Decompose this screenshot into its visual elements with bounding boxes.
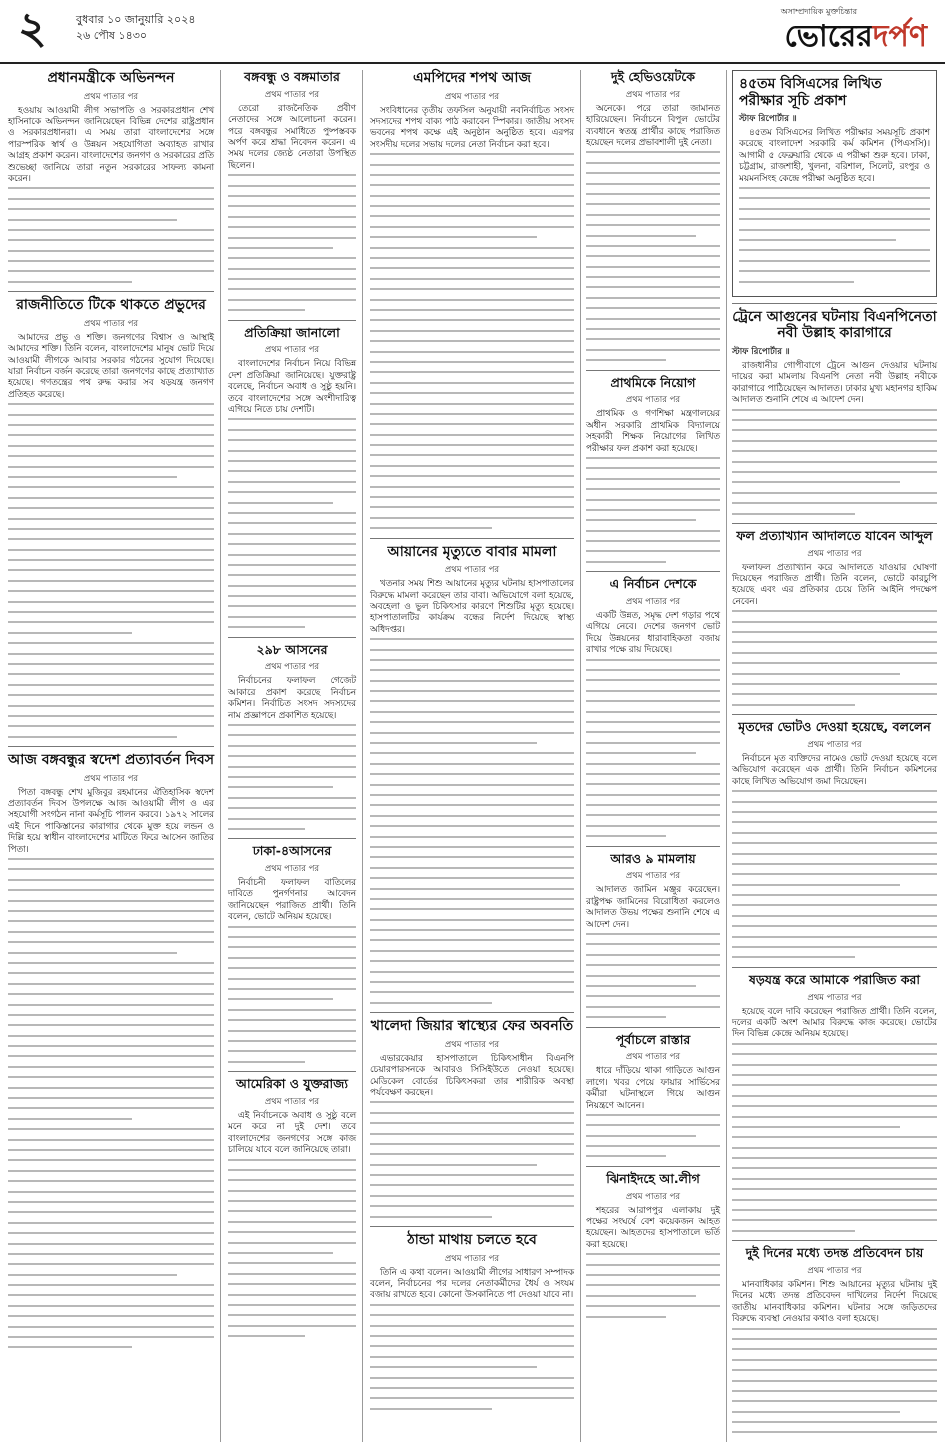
text-lines: [228, 724, 356, 830]
divider: [586, 370, 720, 371]
story-body: [8, 788, 214, 856]
story-two-heavyweights: [586, 70, 720, 361]
paragraph: নির্বাচনে মৃত ব্যক্তিদের নামেও ভোট দেওয়া হয়েছে বলে অভিযোগ করেছেন এক প্রার্থী। তিনি নির্বাচন কমিশনের কাছে লিখিত অভিযোগ জমা দিয়েছেন।: [732, 753, 937, 787]
story-conspiracy: [732, 973, 937, 1232]
paragraph: শহরের আরাপপুর এলাকায় দুই পক্ষের সংঘর্ষে বেশ কয়েকজন আহত হয়েছেন। আহতদের হাসপাতালে ভর্তি করা হয়েছে।: [586, 1205, 720, 1250]
story-ayan-case: [370, 544, 574, 1004]
kicker: প্রথম পাতার পর: [625, 395, 681, 406]
paragraph: হওয়ায় আওয়ামী লীগ সভাপতি ও সরকারপ্রধান শেখ হাসিনাকে অভিনন্দন জানিয়েছেন বিভিন্ন দেশের রাষ্ট্রপ্রধান ও সরকারপ্রধানরা। এ সময় তারা বাংলাদেশের সঙ্গে পারস্পরিক স্বার্থ ও উন্নয়ন সহযোগিতা অব্যাহত রাখার আগ্রহ প্রকাশ করেন। বাংলাদেশের জনগণ ও সরকারের প্রতি শুভেচ্ছা জানিয়ে তারা নতুন সরকারের সাফল্য কামনা করেন।: [8, 105, 214, 184]
text-lines: [228, 174, 356, 311]
kicker: প্রথম পাতার পর: [444, 1253, 500, 1264]
kicker: প্রথম পাতার পর: [625, 89, 681, 100]
story-body: [228, 104, 356, 172]
headline: আমেরিকা ও যুক্তরাজ্য: [236, 1076, 348, 1092]
story-body: [228, 359, 356, 416]
text-lines: [8, 858, 214, 1348]
paragraph: ধারে দাঁড়িয়ে থাকা গাড়িতে আগুন লাগে। খবর পেয়ে ফায়ার সার্ভিসের কর্মীরা ঘটনাস্থলে গিয়ে আগুন নিয়ন্ত্রণে আনেন।: [586, 1066, 720, 1111]
headline: ঢাকা-৪আসনের: [252, 843, 332, 859]
logo-title: [781, 19, 927, 55]
headline: পূর্বাচলে রাস্তার: [615, 1031, 691, 1047]
headline: ৪৫তম বিসিএসের লিখিত পরীক্ষার সূচি প্রকাশ: [739, 76, 882, 109]
headline: ট্রেনে আগুনের ঘটনায় বিএনপিনেতা নবী উল্লাহ কারাগারে: [732, 308, 937, 342]
divider: [228, 637, 356, 638]
headline: দুই দিনের মধ্যে তদন্ত প্রতিবেদন চায়: [745, 1245, 924, 1261]
story-body: [370, 106, 574, 152]
paragraph: এই নির্বাচনকে অবাধ ও সুষ্ঠু বলে মনে করে না দুই দেশ। তবে বাংলাদেশের জনগণের সঙ্গে কাজ চালিয়ে যাবে বলে জানিয়েছে তারা।: [228, 1110, 356, 1156]
paragraph: খতনার সময় শিশু আয়ানের মৃত্যুর ঘটনায় হাসপাতালের বিরুদ্ধে মামলা করেছেন তার বাবা। অভিযোগে বলা হয়েছে, অবহেলা ও ভুল চিকিৎসার কারণে শিশুটির মৃত্যু হয়েছে। হাসপাতালটির কার্যক্রম বন্ধের নির্দেশ দিয়েছে স্বাস্থ্য অধিদপ্তর।: [370, 579, 574, 635]
divider: [228, 320, 356, 321]
paragraph: প্রাথমিক ও গণশিক্ষা মন্ত্রণালয়ের অধীন সরকারি প্রাথমিক বিদ্যালয়ে সহকারী শিক্ষক নিয়োগের লিখিত পরীক্ষার ফল প্রকাশ করা হয়েছে।: [586, 409, 720, 454]
story-body: [586, 1066, 720, 1112]
kicker: প্রথম পাতার পর: [264, 89, 320, 100]
paragraph: এভারকেয়ার হাসপাতালে চিকিৎসাধীন বিএনপি চেয়ারপারসনকে আবারও সিসিইউতে নেওয়া হয়েছে। মেডিকেল বোর্ডের চিকিৎসকরা তার শারীরিক অবস্থা পর্যবেক্ষণ করছেন।: [370, 1053, 574, 1098]
text-lines: [586, 933, 720, 1018]
divider: [732, 1240, 937, 1241]
story-body: [8, 333, 214, 401]
headline: ঠান্ডা মাথায় চলতে হবে: [407, 1232, 537, 1249]
paragraph: অনেকে। পরে তারা জামানত হারিয়েছেন। নির্বাচনে বিপুল ভোটের ব্যবধানে স্বতন্ত্র প্রার্থীর কাছে পরাজিত হয়েছেন দলের প্রভাবশালী দুই নেতা।: [586, 103, 720, 148]
column-1: [8, 70, 214, 1357]
divider: [370, 1012, 574, 1013]
kicker: প্রথম পাতার পর: [264, 1096, 320, 1107]
divider: [732, 303, 937, 304]
divider: [586, 1166, 720, 1167]
text-lines: [370, 1304, 574, 1410]
story-us-uk: [228, 1077, 356, 1337]
paragraph: তিনি এ কথা বলেন। আওয়ামী লীগের সাধারণ সম্পাদক বলেন, নির্বাচনের পর দলের নেতাকর্মীদের ধৈর্য ও সংযম বজায় রাখতে হবে। কোনো উসকানিতে পা দেওয়া যাবে না।: [370, 1267, 574, 1301]
paragraph: ৪৫তম বিসিএসের লিখিত পরীক্ষার সময়সূচি প্রকাশ করেছে বাংলাদেশ সরকারি কর্ম কমিশন (পিএসসি)। আগামী ৫ ফেব্রুয়ারি থেকে এ পরীক্ষা শুরু হবে। ঢাকা, চট্টগ্রাম, রাজশাহী, খুলনা, বরিশাল, সিলেট, রংপুর ও ময়মনসিংহ কেন্দ্রে পরীক্ষা অনুষ্ঠিত হবে।: [739, 128, 930, 184]
kicker: প্রথম পাতার পর: [444, 1039, 500, 1050]
divider: [8, 746, 214, 747]
logo-title-part-2: দর্পণ: [872, 19, 927, 54]
logo-title-part-1: ভোরের: [784, 19, 873, 54]
headline: আরও ৯ মামলায়: [610, 850, 696, 866]
paragraph: পিতা বঙ্গবন্ধু শেখ মুজিবুর রহমানের ঐতিহাসিক স্বদেশ প্রত্যাবর্তন দিবস উপলক্ষে আজ আওয়ামী লীগ ও এর সহযোগী সংগঠন নানা কর্মসূচি পালন করবে। ১৯৭২ সালের এই দিনে পাকিস্তানের কারাগার থেকে মুক্ত হয়ে লন্ডন ও দিল্লি হয়ে স্বাধীন বাংলাদেশের মাটিতে ফিরে আসেন জাতির পিতা।: [8, 787, 214, 855]
text-lines: [586, 1253, 720, 1317]
paragraph: সংবিধানের তৃতীয় তফসিল অনুযায়ী নবনির্বাচিত সংসদ সদস্যদের শপথ বাক্য পাঠ করাবেন স্পিকার। জাতীয় সংসদ ভবনের শপথ কক্ষে এই অনুষ্ঠান অনুষ্ঠিত হবে। এরপর সংসদীয় দলের সভায় দলের নেতা নির্বাচন করা হবে।: [370, 105, 574, 150]
paragraph: হয়েছে বলে দাবি করেছেন পরাজিত প্রার্থী। তিনি বলেন, দলের একটি অংশ আমার বিরুদ্ধে কাজ করেছে। ভোটের দিন বিভিন্ন কেন্দ্রে অনিয়ম হয়েছে।: [732, 1006, 937, 1040]
story-body: [732, 361, 937, 407]
column-5: [732, 70, 937, 1442]
story-body: [732, 754, 937, 788]
story-body: [370, 1268, 574, 1302]
text-lines: [370, 153, 574, 529]
text-lines: [732, 409, 937, 515]
byline: স্টাফ রিপোর্টার ॥: [732, 347, 790, 357]
paragraph: নির্বাচনী ফলাফল বাতিলের দাবিতে পুনর্গণনার আবেদন জানিয়েছেন পরাজিত প্রার্থী। তিনি বলেন, ভোটে অনিয়ম হয়েছে।: [228, 878, 356, 923]
text-lines: [586, 457, 720, 563]
newspaper-logo: [781, 6, 927, 55]
headline: বঙ্গবন্ধু ও বঙ্গমাতার: [244, 69, 340, 84]
headline: প্রাথমিকে নিয়োগ: [610, 374, 696, 390]
paragraph: মানবাধিকার কমিশন। শিশু আয়ানের মৃত্যুর ঘটনায় দুই দিনের মধ্যে তদন্ত প্রতিবেদন দাখিলের নির্দেশ দিয়েছে জাতীয় মানবাধিকার কমিশন। ঘটনার সঙ্গে জড়িতদের বিরুদ্ধে ব্যবস্থা নেওয়ার কথাও বলা হয়েছে।: [732, 1279, 937, 1325]
date-block: [76, 12, 196, 44]
text-lines: [739, 187, 930, 283]
headline: রাজনীতিতে টিকে থাকতে প্রভুদের: [16, 297, 206, 314]
story-pm-congratulations: [8, 70, 214, 283]
kicker: প্রথম পাতার পর: [264, 345, 320, 356]
story-khaleda-health: [370, 1018, 574, 1217]
story-purbachal-road: [586, 1033, 720, 1158]
paragraph: তেরো রাজনৈতিক প্রবীণ নেতাদের সঙ্গে আলোচনা করেন। পরে বঙ্গবন্ধুর সমাধিতে পুষ্পস্তবক অর্পণ করে শ্রদ্ধা নিবেদন করেন। এ সময় দলের জ্যেষ্ঠ নেতারা উপস্থিত ছিলেন।: [228, 103, 356, 171]
divider: [732, 967, 937, 968]
paragraph: নির্বাচনের ফলাফল গেজেট আকারে প্রকাশ করেছে নির্বাচন কমিশন। নির্বাচিত সংসদ সদস্যদের নাম প্রজ্ঞাপনে প্রকাশিত হয়েছে।: [228, 676, 356, 721]
story-body: [732, 1007, 937, 1041]
divider: [370, 1226, 574, 1227]
divider: [228, 1071, 356, 1072]
kicker: প্রথম পাতার পর: [444, 91, 500, 102]
divider: [732, 714, 937, 715]
headline: খালেদা জিয়ার স্বাস্থ্যের ফের অবনতি: [370, 1018, 574, 1035]
story-body: [732, 1280, 937, 1326]
headline: প্রতিক্রিয়া জানালো: [244, 324, 340, 340]
kicker: প্রথম পাতার পর: [264, 864, 320, 875]
kicker: প্রথম পাতার পর: [625, 871, 681, 882]
text-lines: [370, 1101, 574, 1217]
kicker: প্রথম পাতার পর: [625, 597, 681, 607]
story-298-seats: [228, 643, 356, 830]
text-lines: [732, 1043, 937, 1232]
kicker: প্রথম পাতার পর: [807, 1265, 862, 1276]
date-bengali: ২৬ পৌষ ১৪৩০: [76, 29, 148, 42]
text-lines: [370, 638, 574, 1004]
paragraph: বাংলাদেশের নির্বাচন নিয়ে বিভিন্ন দেশ প্রতিক্রিয়া জানিয়েছে। যুক্তরাষ্ট্র বলেছে, নির্বাচন অবাধ ও সুষ্ঠু হয়নি। তবে বাংলাদেশের সঙ্গে অংশীদারিত্ব এগিয়ে নিতে চায় দেশটি।: [228, 359, 356, 416]
story-election-country: [586, 577, 720, 837]
divider: [586, 846, 720, 847]
story-investigation-report: [732, 1246, 937, 1433]
story-mp-oath: [370, 70, 574, 529]
text-lines: [8, 403, 214, 738]
column-divider: [220, 70, 221, 1442]
text-lines: [228, 418, 356, 628]
text-lines: [732, 1328, 937, 1434]
story-body: [228, 1111, 356, 1157]
text-lines: [586, 659, 720, 838]
story-body: [732, 563, 937, 609]
headline: এমপিদের শপথ আজ: [412, 70, 532, 86]
story-reaction: [228, 326, 356, 629]
headline: মৃতদের ভোটও দেওয়া হয়েছে, বললেন: [738, 719, 931, 735]
column-4: [586, 70, 720, 1326]
story-dead-voters: [732, 720, 937, 958]
divider: [586, 1027, 720, 1028]
kicker: প্রথম পাতার পর: [264, 662, 320, 673]
story-body: [586, 885, 720, 931]
story-body: [739, 128, 930, 185]
masthead: [0, 0, 945, 64]
text-lines: [732, 790, 937, 958]
divider: [370, 538, 574, 539]
story-body: [586, 1206, 720, 1252]
story-body: [586, 104, 720, 150]
story-cool-head: [370, 1232, 574, 1410]
story-body: [586, 611, 720, 657]
story-train-fire: [732, 309, 937, 515]
story-politics: [8, 297, 214, 737]
paragraph: আদালত জামিন মঞ্জুর করেছেন। রাষ্ট্রপক্ষ জামিনের বিরোধিতা করলেও আদালত উভয় পক্ষের শুনানি শেষে এ আদেশ দেন।: [586, 885, 720, 930]
headline: আজ বঙ্গবন্ধুর স্বদেশ প্রত্যাবর্তন দিবস: [8, 752, 214, 769]
story-result-rejected: [732, 529, 937, 706]
text-lines: [732, 610, 937, 706]
column-divider: [580, 70, 581, 1442]
story-body: [8, 106, 214, 186]
story-bcs-schedule: [732, 70, 937, 297]
text-lines: [586, 1114, 720, 1158]
divider: [8, 291, 214, 292]
headline: দুই হেভিওয়েটকে: [610, 69, 696, 84]
story-body: [370, 579, 574, 636]
kicker: প্রথম পাতার পর: [625, 1052, 681, 1063]
headline: ফল প্রত্যাখ্যান আদালতে যাবেন আব্দুল: [736, 527, 933, 543]
column-divider: [362, 70, 363, 1442]
text-lines: [586, 151, 720, 361]
paragraph: আমাদের প্রভু ও শক্তি। জনগণের বিশ্বাস ও আস্থাই আমাদের শক্তি। তিনি বলেন, বাংলাদেশের মানুষ ভোট দিয়ে আওয়ামী লীগকে আবার সরকার গঠনের সুযোগ দিয়েছে। যারা নির্বাচন বর্জন করেছে তারা জনগণের কাছে প্রত্যাখ্যাত হয়েছে। গণতন্ত্রের পথ রুদ্ধ করার সব ষড়যন্ত্র জনগণ প্রতিহত করেছে।: [8, 332, 214, 400]
headline: ষড়যন্ত্র করে আমাকে পরাজিত করা: [748, 971, 921, 987]
paragraph: একটি উন্নত, সমৃদ্ধ দেশ গড়ার পথে এগিয়ে নেবে। দেশের জনগণ ভোট দিয়ে উন্নয়নের ধারাবাহিকতা বজায় রাখার পক্ষে রায় দিয়েছে।: [586, 611, 720, 656]
kicker: প্রথম পাতার পর: [83, 91, 139, 102]
story-dhaka-4: [228, 844, 356, 1062]
story-primary-recruitment: [586, 376, 720, 563]
column-2: [228, 70, 356, 1346]
divider: [732, 523, 937, 524]
page-number: ২: [18, 3, 47, 54]
paragraph: ফলাফল প্রত্যাখ্যান করে আদালতে যাওয়ার ঘোষণা দিয়েছেন পরাজিত প্রার্থী। তিনি বলেন, ভোটে কারচুপি হয়েছে এবং এর প্রতিকার চেয়ে তিনি আইনি পদক্ষেপ নেবেন।: [732, 562, 937, 607]
headline: ঝিনাইদহে আ.লীগ: [606, 1170, 700, 1186]
story-bangabandhu-return: [8, 752, 214, 1348]
paragraph: রাজধানীর গোপীবাগে ট্রেনে আগুন দেওয়ার ঘটনায় দায়ের করা মামলায় বিএনপি নেতা নবী উল্লাহ নবীকে কারাগারে পাঠিয়েছেন আদালত। ঢাকার মুখ্য মহানগর হাকিম আদালত শুনানি শেষে এ আদেশ দেন।: [732, 361, 937, 406]
byline: স্টাফ রিপোর্টার ॥: [739, 114, 797, 125]
date-gregorian: বুধবার ১০ জানুয়ারি ২০২৪: [76, 13, 196, 26]
kicker: প্রথম পাতার পর: [625, 1191, 681, 1202]
headline: ২৯৮ আসনের: [256, 641, 328, 657]
headline: এ নির্বাচন দেশকে: [609, 576, 697, 592]
logo-tagline: অসাম্প্রদায়িক মুক্তচিন্তার: [780, 7, 857, 16]
kicker: প্রথম পাতার পর: [83, 318, 139, 329]
kicker: প্রথম পাতার পর: [807, 992, 862, 1003]
headline: আয়ানের মৃত্যুতে বাবার মামলা: [387, 543, 557, 560]
divider: [228, 838, 356, 839]
kicker: প্রথম পাতার পর: [807, 548, 862, 559]
story-bangabandhu-bangamata: [228, 70, 356, 311]
kicker: প্রথম পাতার পর: [807, 739, 862, 750]
story-jhenaidah-al: [586, 1172, 720, 1318]
headline: প্রধানমন্ত্রীকে অভিনন্দন: [47, 70, 175, 86]
column-3: [370, 70, 574, 1418]
text-lines: [228, 926, 356, 1063]
story-body: [228, 676, 356, 722]
story-body: [228, 878, 356, 924]
divider: [586, 571, 720, 572]
kicker: প্রথম পাতার পর: [444, 565, 500, 576]
story-nine-cases: [586, 852, 720, 1019]
story-body: [370, 1054, 574, 1100]
text-lines: [228, 1159, 356, 1338]
kicker: প্রথম পাতার পর: [83, 773, 139, 784]
column-divider: [726, 70, 727, 1442]
text-lines: [8, 187, 214, 283]
story-body: [586, 409, 720, 455]
